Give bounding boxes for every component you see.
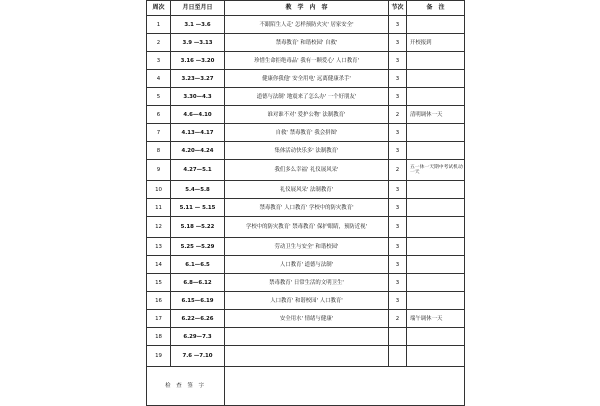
note-cell: [407, 142, 465, 160]
note-cell: [407, 274, 465, 292]
hours-cell: 3: [389, 124, 407, 142]
header-hours: 节次: [389, 1, 407, 16]
note-cell: [407, 181, 465, 199]
week-cell: 15: [147, 274, 171, 292]
date-cell: 5.25 —5.29: [171, 238, 225, 256]
table-row: [147, 199, 465, 217]
content-cell: 道德与法制' 地震来了怎么办' 一个好朋友': [225, 88, 389, 106]
content-cell: 集体活动快乐多' 法制教育': [225, 142, 389, 160]
content-cell: 人口教育' 道德与法制': [225, 256, 389, 274]
date-cell: 5.11 — 5.15: [171, 199, 225, 217]
date-cell: 3.30—4.3: [171, 88, 225, 106]
week-cell: 16: [147, 292, 171, 310]
note-cell: [407, 16, 465, 34]
week-cell: 6: [147, 106, 171, 124]
table-row: [147, 328, 465, 346]
table-row: [147, 256, 465, 274]
date-cell: 4.13—4.17: [171, 124, 225, 142]
hours-cell: 2: [389, 160, 407, 181]
week-cell: 12: [147, 217, 171, 238]
header-week: 周次: [147, 1, 171, 16]
content-cell: 安全用水' 情绪与健康': [225, 310, 389, 328]
table-row: [147, 142, 465, 160]
date-cell: 6.8—6.12: [171, 274, 225, 292]
note-cell: 端午调休一天: [407, 310, 465, 328]
content-cell: [225, 328, 389, 346]
note-cell: [407, 346, 465, 367]
note-cell: [407, 52, 465, 70]
note-cell: [407, 328, 465, 346]
content-cell: 禁毒教育' 人口教育' 学校中的防灾教育': [225, 199, 389, 217]
table-row: [147, 34, 465, 52]
hours-cell: 3: [389, 292, 407, 310]
hours-cell: 3: [389, 181, 407, 199]
hours-cell: 3: [389, 199, 407, 217]
table-row: [147, 217, 465, 238]
date-cell: 3.9 —3.13: [171, 34, 225, 52]
hours-cell: 3: [389, 70, 407, 88]
header-dates: 月日至月日: [171, 1, 225, 16]
note-cell: [407, 199, 465, 217]
date-cell: 4.20—4.24: [171, 142, 225, 160]
content-cell: 礼仪展风采' 法制教育': [225, 181, 389, 199]
hours-cell: 3: [389, 217, 407, 238]
date-cell: 4.27—5.1: [171, 160, 225, 181]
note-cell: [407, 256, 465, 274]
hours-cell: [389, 328, 407, 346]
hours-cell: 2: [389, 106, 407, 124]
table-row: [147, 70, 465, 88]
note-cell: [407, 217, 465, 238]
teaching-plan-sheet: [146, 0, 464, 400]
table-row: [147, 274, 465, 292]
content-cell: 谁对谁不对' 爱护公物' 法制教育': [225, 106, 389, 124]
week-cell: 19: [147, 346, 171, 367]
week-cell: 5: [147, 88, 171, 106]
content-cell: 劳动卫生与安全' 和谐校园': [225, 238, 389, 256]
content-cell: 禁毒教育' 和谐校园' 自救': [225, 34, 389, 52]
table-row: [147, 106, 465, 124]
table-row: [147, 88, 465, 106]
hours-cell: 3: [389, 238, 407, 256]
week-cell: 9: [147, 160, 171, 181]
hours-cell: 3: [389, 88, 407, 106]
table-row: [147, 310, 465, 328]
date-cell: 6.15—6.19: [171, 292, 225, 310]
content-cell: 珍惜生命拒绝毒品' 我有一颗爱心' 人口教育': [225, 52, 389, 70]
table-row: [147, 181, 465, 199]
hours-cell: 3: [389, 142, 407, 160]
week-cell: 2: [147, 34, 171, 52]
note-cell: 开校报到: [407, 34, 465, 52]
hours-cell: [389, 346, 407, 367]
date-cell: 3.23—3.27: [171, 70, 225, 88]
content-cell: 禁毒教育' 日常生活的文明卫生': [225, 274, 389, 292]
hours-cell: 3: [389, 34, 407, 52]
header-notes: 备 注: [407, 1, 465, 16]
week-cell: 7: [147, 124, 171, 142]
date-cell: 6.1—6.5: [171, 256, 225, 274]
table-row: [147, 16, 465, 34]
date-cell: 5.18 —5.22: [171, 217, 225, 238]
table-row: [147, 346, 465, 367]
week-cell: 14: [147, 256, 171, 274]
content-cell: [225, 346, 389, 367]
date-cell: 5.4—5.8: [171, 181, 225, 199]
hours-cell: 3: [389, 16, 407, 34]
signature-label: 检 查 签 字: [147, 367, 225, 406]
week-cell: 11: [147, 199, 171, 217]
table-row: [147, 160, 465, 181]
content-cell: 人口教育' 和谐校园' 人口教育': [225, 292, 389, 310]
date-cell: 4.6—4.10: [171, 106, 225, 124]
week-cell: 17: [147, 310, 171, 328]
week-cell: 3: [147, 52, 171, 70]
note-cell: [407, 70, 465, 88]
table-row: [147, 52, 465, 70]
hours-cell: 3: [389, 274, 407, 292]
table-row: [147, 292, 465, 310]
table-row: [147, 238, 465, 256]
week-cell: 8: [147, 142, 171, 160]
content-cell: 健康你我他' 安全用电' 远离健康杀手': [225, 70, 389, 88]
week-cell: 10: [147, 181, 171, 199]
hours-cell: 2: [389, 310, 407, 328]
schedule-rows: [147, 16, 465, 406]
date-cell: 6.29—7.3: [171, 328, 225, 346]
note-cell: 五一休一天期中考试机动一天: [407, 160, 465, 181]
date-cell: 3.16 —3.20: [171, 52, 225, 70]
note-cell: [407, 124, 465, 142]
week-cell: 13: [147, 238, 171, 256]
content-cell: 我们多么幸福' 礼仪展风采': [225, 160, 389, 181]
note-cell: [407, 292, 465, 310]
teaching-schedule-table: [146, 0, 465, 406]
content-cell: 学校中的防灾教育' 禁毒教育' 保护眼睛，预防近视': [225, 217, 389, 238]
note-cell: [407, 238, 465, 256]
hours-cell: 3: [389, 52, 407, 70]
header-row: [147, 1, 465, 16]
note-cell: 清明调休一天: [407, 106, 465, 124]
content-cell: 自救' 禁毒教育' 我会拼图': [225, 124, 389, 142]
note-cell: [407, 88, 465, 106]
table-row: [147, 124, 465, 142]
hours-cell: 3: [389, 256, 407, 274]
date-cell: 3.1 —3.6: [171, 16, 225, 34]
date-cell: 7.6 —7.10: [171, 346, 225, 367]
week-cell: 18: [147, 328, 171, 346]
week-cell: 1: [147, 16, 171, 34]
date-cell: 6.22—6.26: [171, 310, 225, 328]
header-content: 教 学 内 容: [225, 1, 389, 16]
week-cell: 4: [147, 70, 171, 88]
content-cell: 不跟陌生人走' 怎样预防火灾' 居家安全': [225, 16, 389, 34]
